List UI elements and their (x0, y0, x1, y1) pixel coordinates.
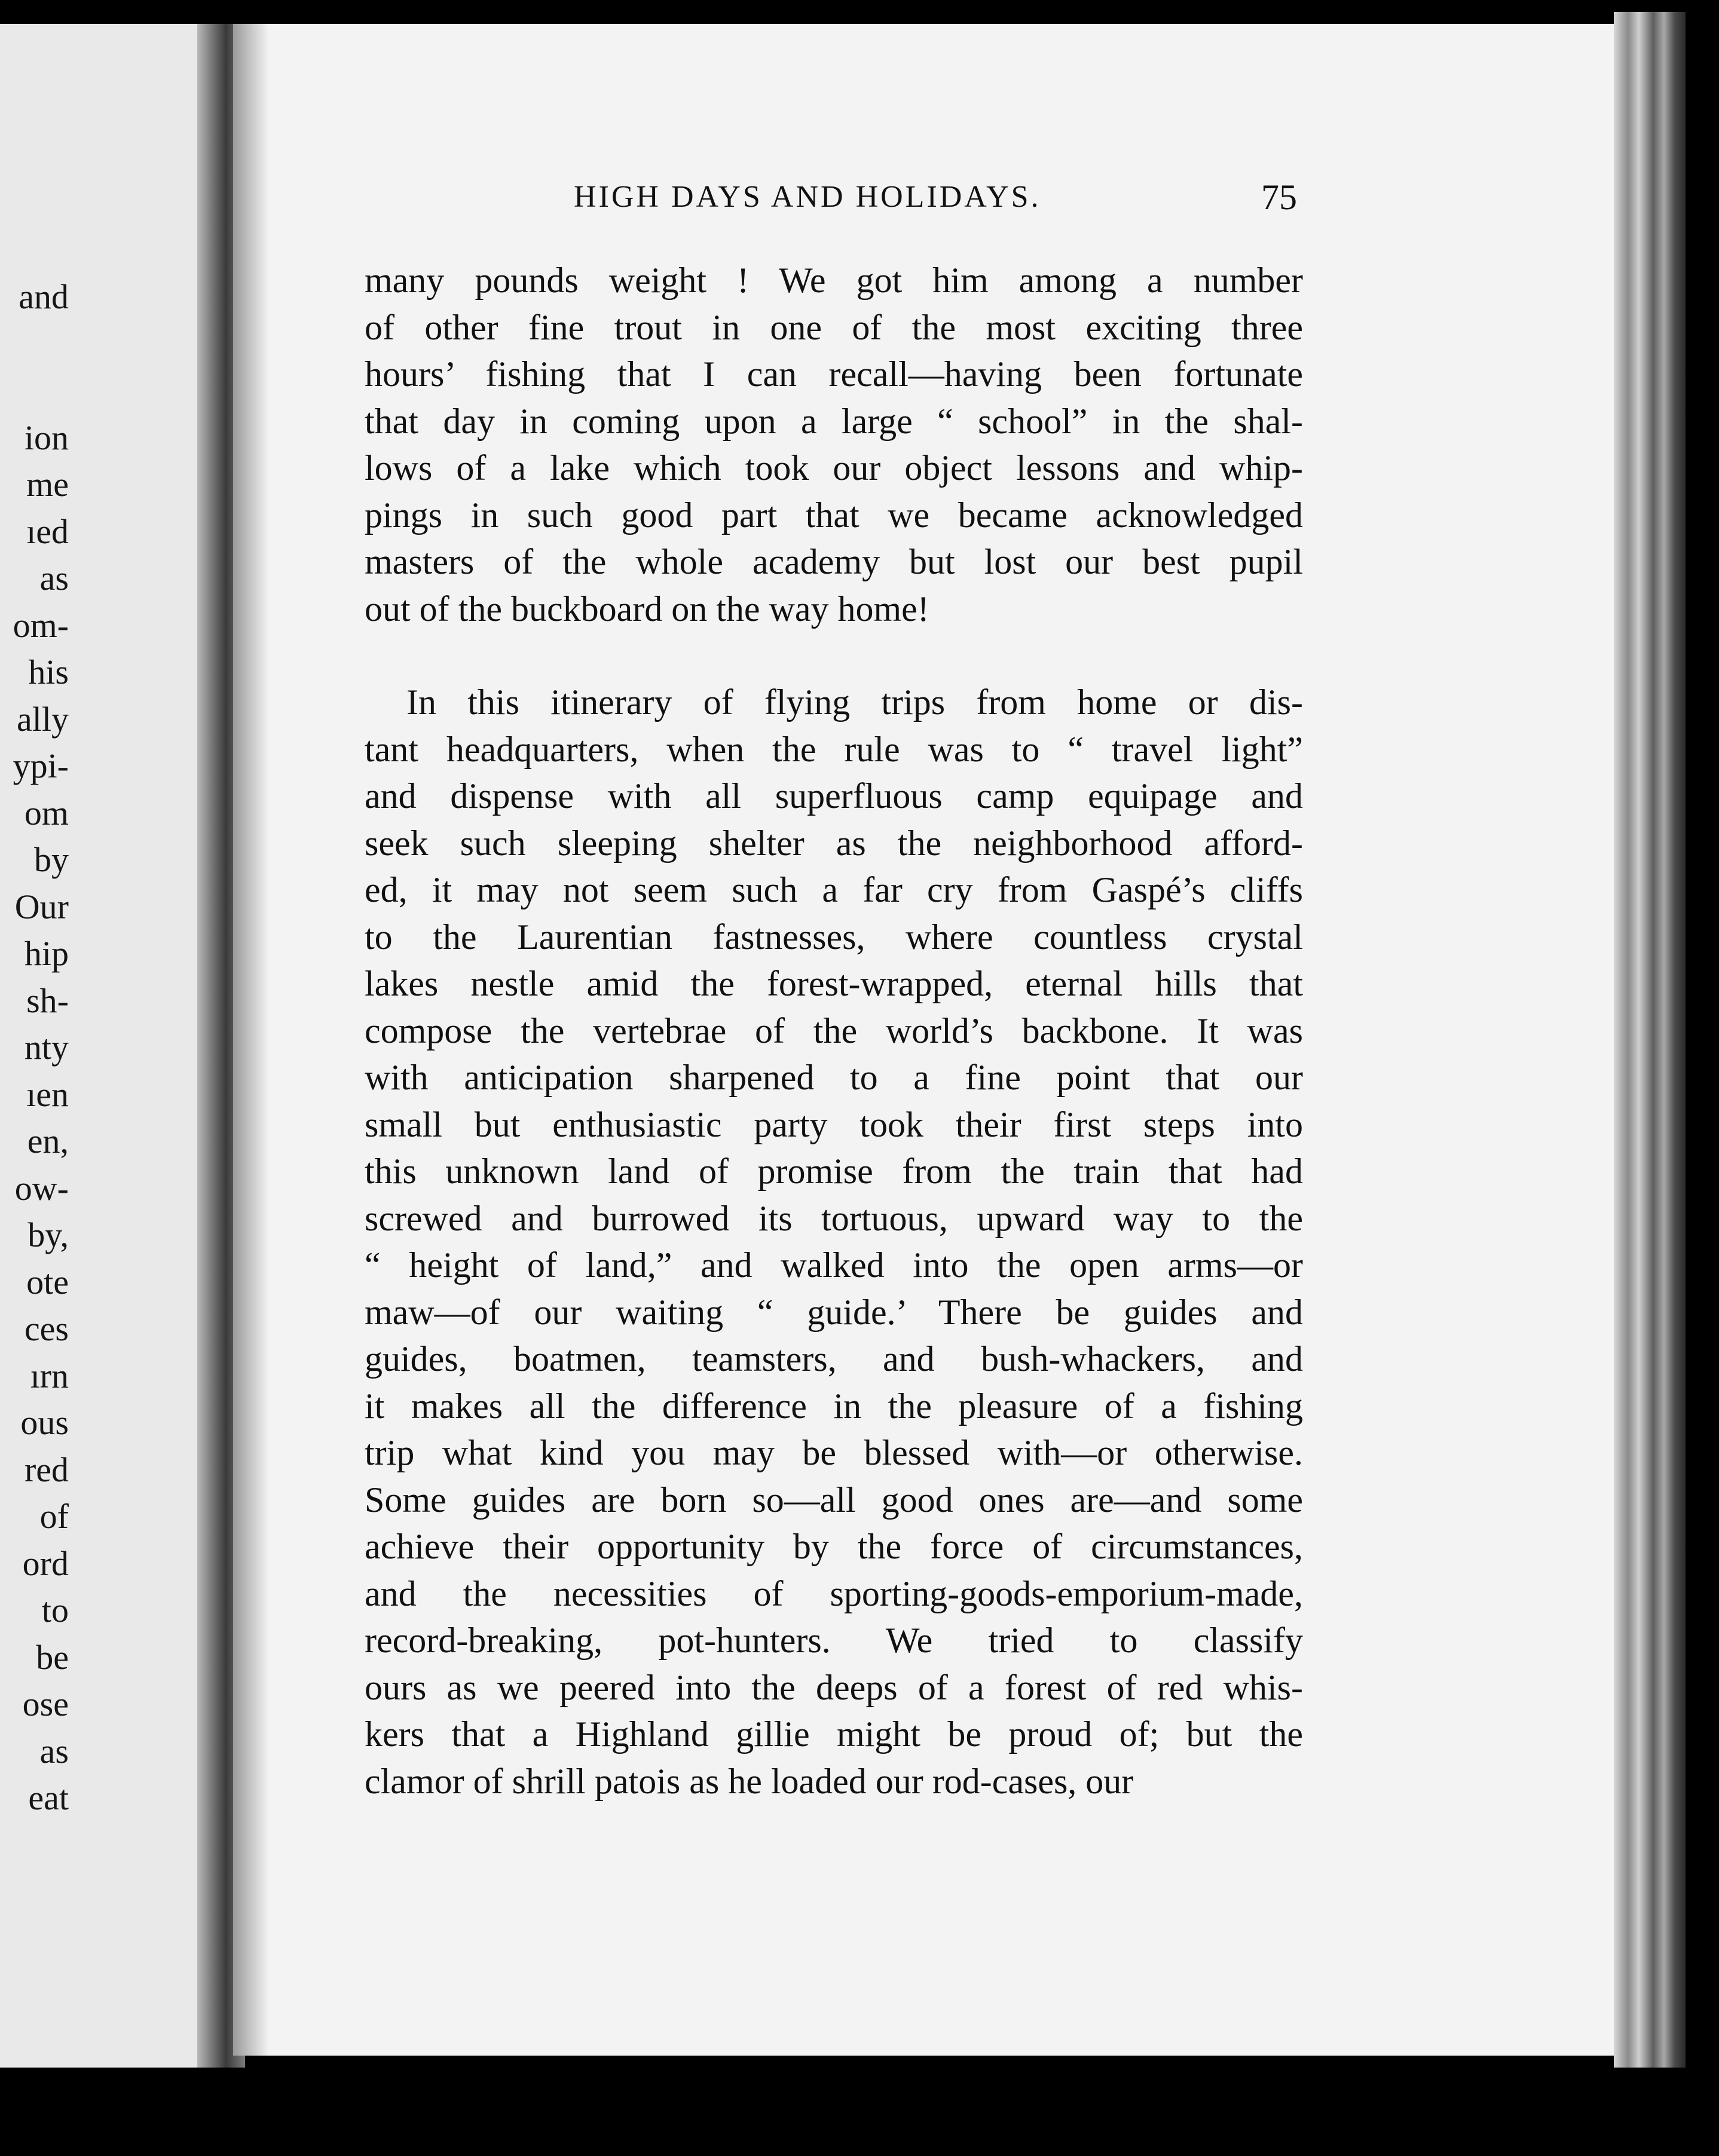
left-page-fragment: to (41, 1591, 69, 1630)
left-page-fragment: as (39, 559, 69, 598)
text-line: compose the vertebrae of the world’s backbone. It was (365, 1010, 1303, 1051)
left-page-fragment: ally (17, 699, 69, 739)
left-page-fragment: ırn (30, 1356, 69, 1395)
left-page-fragment: red (24, 1450, 69, 1489)
text-line: lakes nestle amid the forest-wrapped, eternal hills that (365, 964, 1303, 1003)
text-line: In this itinerary of flying trips from home or dis- (406, 682, 1303, 722)
text-line: out of the buckboard on the way home! (365, 589, 929, 629)
text-line: Some guides are born so—all good ones are—and some (365, 1480, 1303, 1520)
text-line: this unknown land of promise from the train that had (365, 1152, 1303, 1191)
text-line: screwed and burrowed its tortuous, upward way to the (365, 1198, 1303, 1238)
text-line: small but enthusiastic party took their first steps into (365, 1104, 1303, 1144)
left-page-fragment: ose (22, 1685, 69, 1723)
text-line: ours as we peered into the deeps of a forest of red whis- (365, 1667, 1303, 1707)
left-page-fragment: ıed (26, 512, 69, 551)
gutter-shadow (233, 24, 269, 2056)
left-page (0, 24, 212, 2068)
left-page-fragment: ous (20, 1403, 69, 1442)
left-page-fragment: om- (13, 605, 69, 645)
running-head (341, 170, 1297, 224)
text-line: trip what kind you may be blessed with—or otherwise. (365, 1433, 1303, 1472)
left-page-fragment: eat (28, 1778, 69, 1817)
left-page-fragment: be (36, 1637, 69, 1677)
paragraph (365, 257, 1303, 632)
left-page-fragment: his (28, 653, 69, 691)
left-page-fragment: ıen (26, 1074, 69, 1114)
text-line: with anticipation sharpened to a fine point that our (365, 1058, 1303, 1097)
left-page-fragment: en, (27, 1122, 69, 1160)
text-line: lows of a lake which took our object lessons and whip- (365, 448, 1303, 488)
text-line: achieve their opportunity by the force of circumstances, (365, 1527, 1303, 1566)
left-page-fragment: ote (26, 1262, 69, 1301)
text-line: to the Laurentian fastnesses, where countless crystal (365, 917, 1303, 957)
text-line: record-breaking, pot-hunters. We tried to classify (365, 1621, 1303, 1660)
text-line: “ height of land,” and walked into the open arms—or (365, 1245, 1303, 1285)
paragraph (365, 679, 1303, 1805)
left-page-fragment: ow- (14, 1168, 69, 1208)
text-line: of other fine trout in one of the most exciting three (365, 307, 1303, 347)
page-number: 75 (1261, 177, 1297, 217)
left-page-text-fragments (0, 274, 69, 1822)
left-page-fragment: ord (22, 1544, 69, 1583)
left-page-fragment: ces (24, 1309, 69, 1348)
left-page-fragment: Our (14, 887, 69, 926)
text-line: it makes all the difference in the pleasure of a fishing (365, 1386, 1303, 1426)
text-line: guides, boatmen, teamsters, and bush-whackers, and (365, 1339, 1303, 1379)
left-page-fragment: by (34, 840, 69, 879)
left-page-fragment: ypi- (13, 746, 69, 785)
text-line: many pounds weight ! We got him among a number (365, 261, 1303, 300)
page-edges (1614, 12, 1686, 2068)
text-line: clamor of shrill patois as he loaded our rod-cases, our (365, 1761, 1134, 1801)
left-page-fragment: om (24, 793, 69, 832)
text-line: ed, it may not seem such a far cry from Gaspé’s cliffs (365, 870, 1303, 909)
left-page-fragment: hip (24, 934, 69, 973)
running-head-title: HIGH DAYS AND HOLIDAYS. (574, 180, 1041, 214)
text-line: pings in such good part that we became acknowledged (365, 495, 1303, 535)
body-text (365, 257, 1303, 1805)
text-line: tant headquarters, when the rule was to “ travel light” (365, 729, 1303, 769)
text-line: seek such sleeping shelter as the neighborhood afford- (365, 823, 1303, 863)
text-line: and dispense with all superfluous camp equipage and (365, 776, 1303, 816)
left-page-fragment: sh- (26, 981, 69, 1020)
left-page-fragment (0, 321, 69, 415)
left-page-fragment: as (39, 1731, 69, 1771)
text-line: maw—of our waiting “ guide.’ There be guides and (365, 1292, 1303, 1332)
text-line: kers that a Highland gillie might be proud of; but the (365, 1714, 1303, 1754)
text-line: hours’ fishing that I can recall—having been fortunate (365, 354, 1303, 394)
left-page-fragment: and (19, 277, 69, 316)
left-page-fragment: nty (24, 1028, 69, 1067)
left-page-fragment: me (26, 465, 69, 504)
text-line: that day in coming upon a large “ school” in the shal- (365, 401, 1303, 441)
left-page-fragment: by, (27, 1215, 69, 1254)
left-page-fragment: ion (24, 418, 69, 457)
text-line: masters of the whole academy but lost our best pupil (365, 542, 1303, 581)
left-page-fragment: of (39, 1497, 69, 1536)
text-line: and the necessities of sporting-goods-emporium-made, (365, 1573, 1303, 1613)
